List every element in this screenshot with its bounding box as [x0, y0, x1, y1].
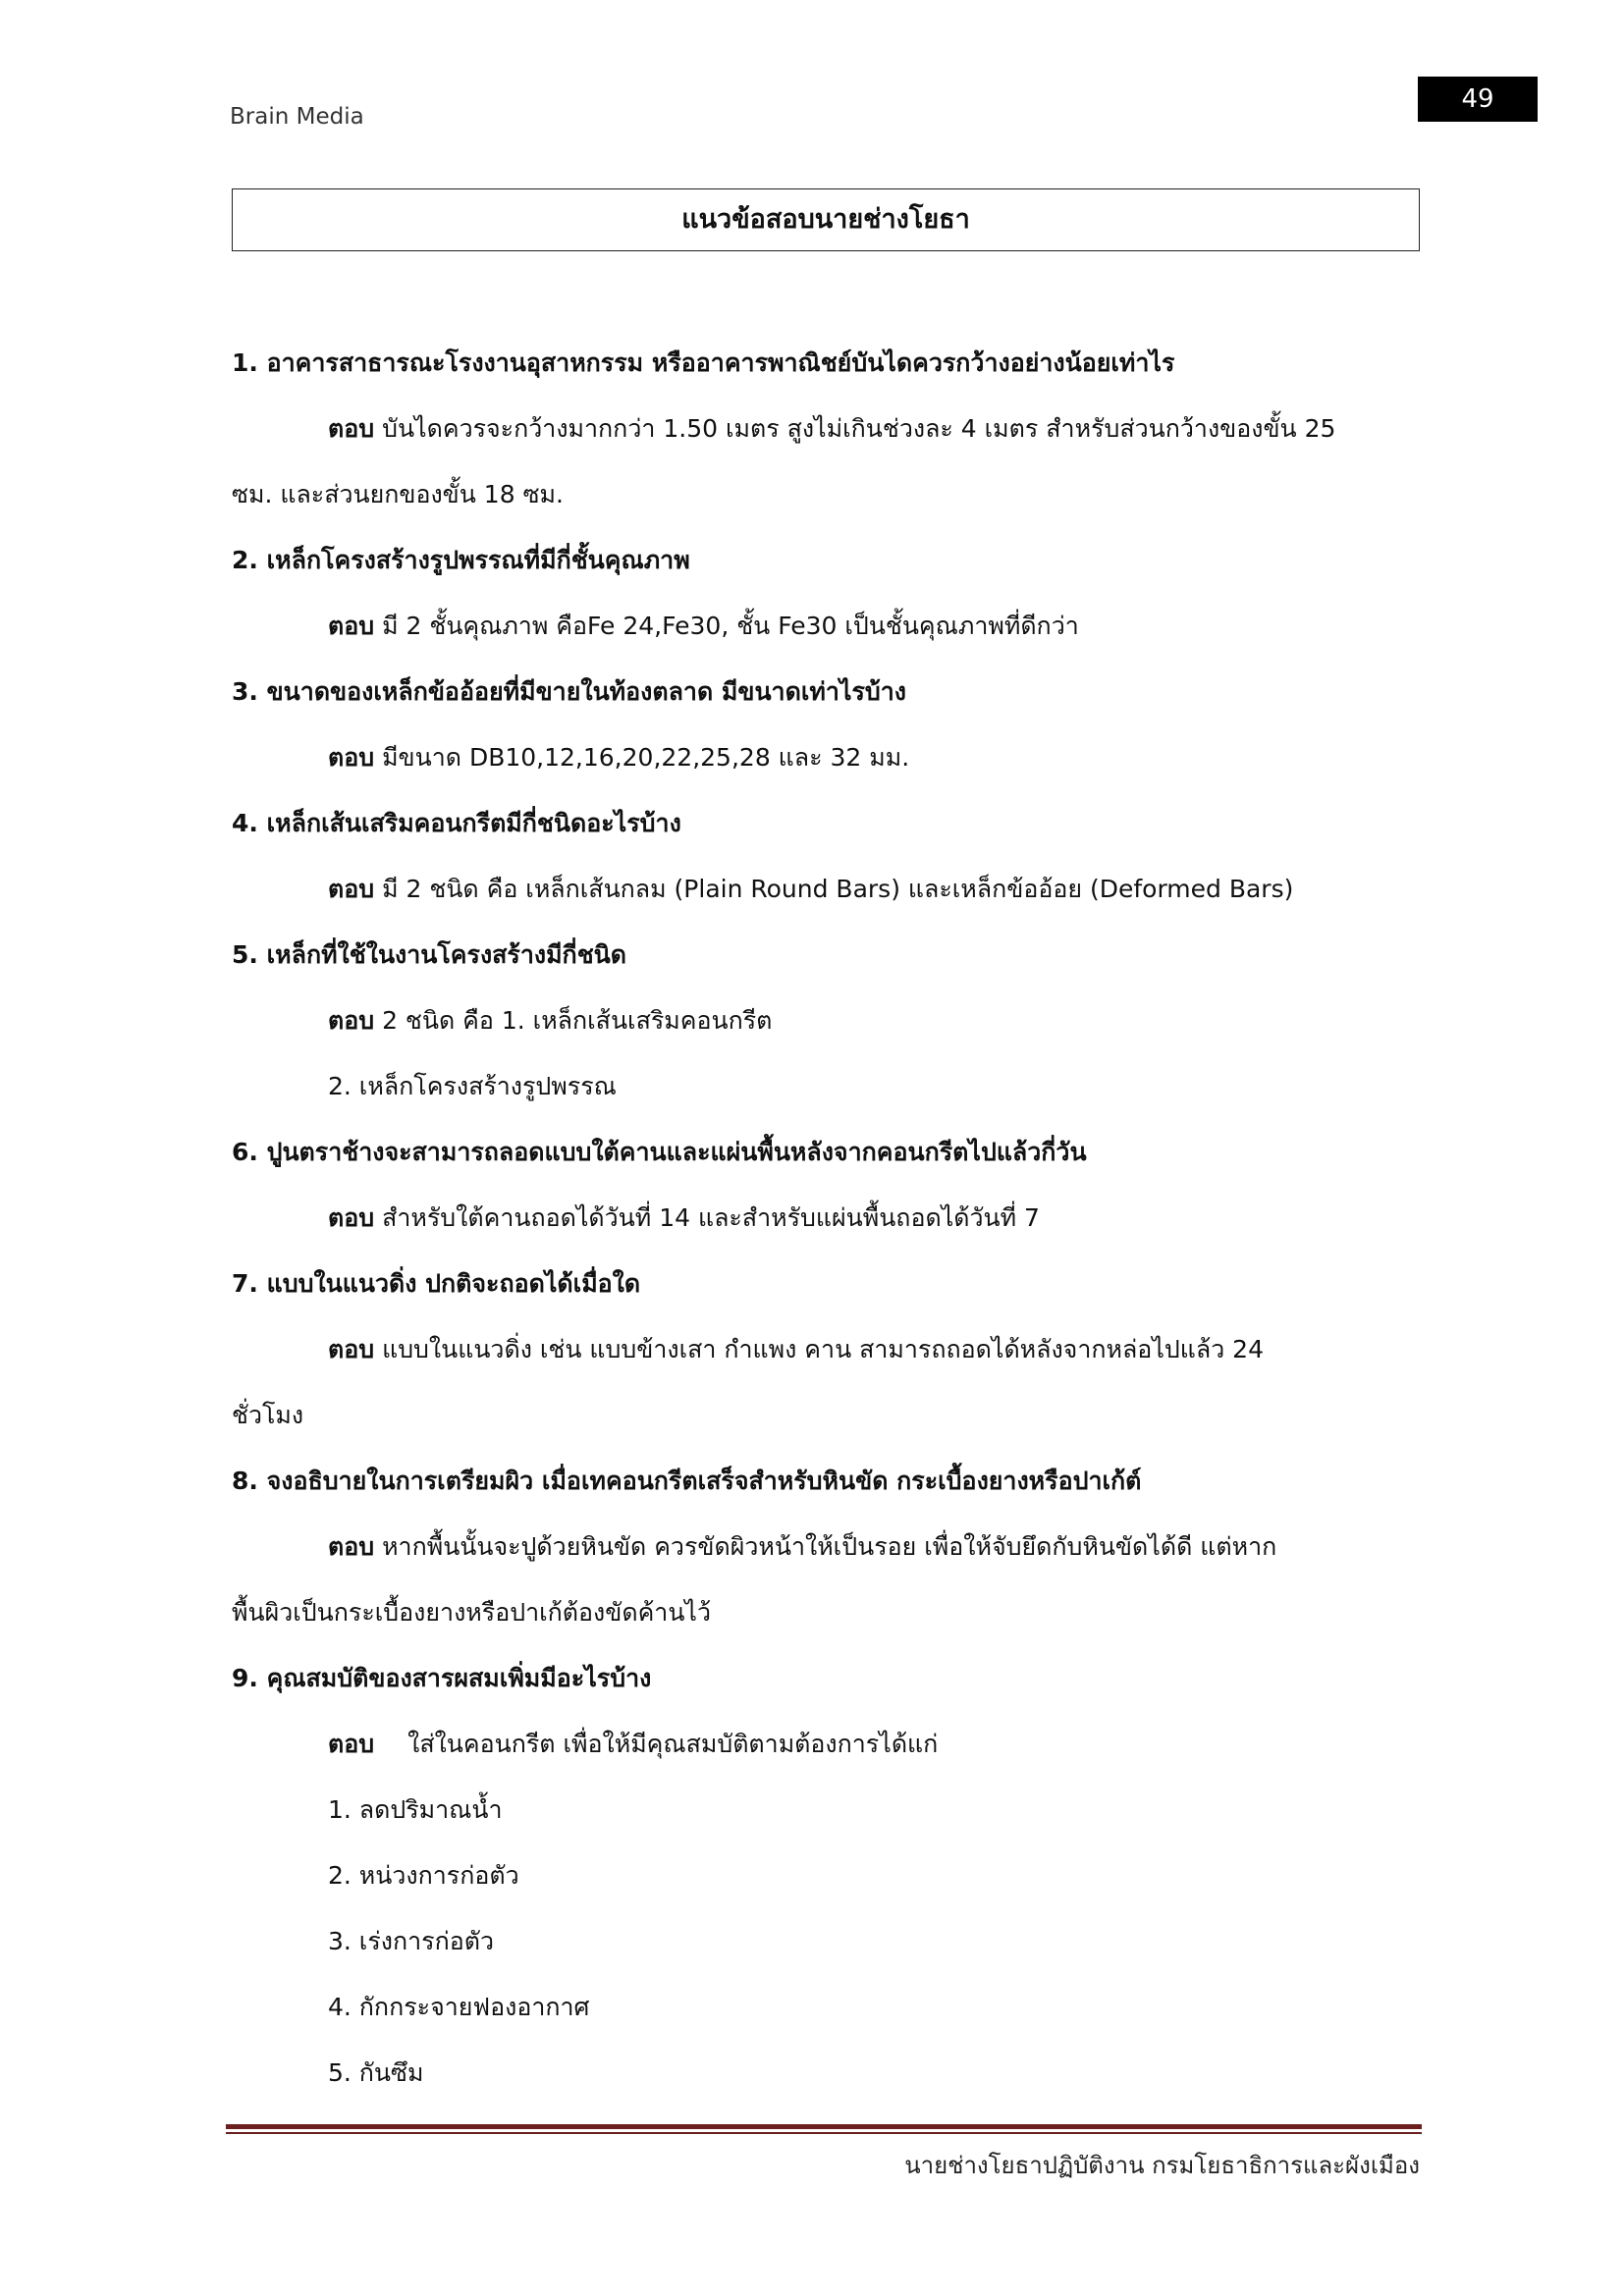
answer-label: ตอบ [328, 1335, 375, 1363]
question-5: 5. เหล็กที่ใช้ในงานโครงสร้างมีกี่ชนิด [232, 940, 626, 969]
answer-text: หากพื้นนั้นจะปูด้วยหินขัด ควรขัดผิวหน้าให้เป็นรอย เพื่อให้จับยึดกับหินขัดได้ดี แต่หาก [382, 1532, 1277, 1561]
answer-text: มี 2 ชนิด คือ เหล็กเส้นกลม (Plain Round Bars) และเหล็กข้ออ้อย (Deformed Bars) [382, 875, 1294, 903]
answer-8-continued: พื้นผิวเป็นกระเบื้องยางหรือปาเก้ต้องขัดค้านไว้ [232, 1598, 712, 1627]
answer-label: ตอบ [328, 612, 375, 640]
footer-text: นายช่างโยธาปฏิบัติงาน กรมโยธาธิการและผังเมือง [904, 2152, 1420, 2179]
answer-7-continued: ชั่วโมง [232, 1401, 304, 1429]
answer-8 [232, 1514, 1432, 1579]
answer-9-item: 2. หน่วงการก่อตัว [328, 1861, 519, 1890]
footer-divider [226, 2124, 1422, 2129]
answer-1-continued: ซม. และส่วนยกของขั้น 18 ซม. [232, 480, 564, 508]
answer-label: ตอบ [328, 1006, 375, 1035]
answer-9-item: 1. ลดปริมาณน้ำ [328, 1795, 503, 1824]
answer-text: สำหรับใต้คานถอดได้วันที่ 14 และสำหรับแผ่นพื้นถอดได้วันที่ 7 [382, 1203, 1040, 1232]
answer-9 [232, 1711, 1432, 1777]
answer-9-item: 4. กักกระจายฟองอากาศ [328, 1993, 590, 2021]
answer-text: แบบในแนวดิ่ง เช่น แบบข้างเสา กำแพง คาน สามารถถอดได้หลังจากหล่อไปแล้ว 24 [382, 1335, 1264, 1363]
answer-5-item: 2. เหล็กโครงสร้างรูปพรรณ [328, 1072, 617, 1100]
answer-text: ใส่ในคอนกรีต เพื่อให้มีคุณสมบัติตามต้องการได้แก่ [407, 1730, 939, 1758]
answer-label: ตอบ [328, 875, 375, 903]
answer-6 [232, 1185, 1432, 1251]
question-9: 9. คุณสมบัติของสารผสมเพิ่มมีอะไรบ้าง [232, 1664, 652, 1692]
question-7: 7. แบบในแนวดิ่ง ปกติจะถอดได้เมื่อใด [232, 1269, 641, 1298]
answer-4 [232, 856, 1432, 922]
answer-2 [232, 593, 1432, 659]
answer-text: มีขนาด DB10,12,16,20,22,25,28 และ 32 มม. [382, 743, 910, 772]
question-6: 6. ปูนตราช้างจะสามารถลอดแบบใต้คานและแผ่นพื้นหลังจากคอนกรีตไปแล้วกี่วัน [232, 1138, 1087, 1166]
answer-3 [232, 724, 1432, 790]
answer-text: มี 2 ชั้นคุณภาพ คือFe 24,Fe30, ชั้น Fe30 เป็นชั้นคุณภาพที่ดีกว่า [382, 612, 1079, 640]
answer-9-item: 5. กันซึม [328, 2058, 424, 2087]
question-3: 3. ขนาดของเหล็กข้ออ้อยที่มีขายในท้องตลาด มีขนาดเท่าไรบ้าง [232, 677, 906, 706]
question-2: 2. เหล็กโครงสร้างรูปพรรณที่มีกี่ชั้นคุณภาพ [232, 546, 690, 574]
answer-text: บันไดควรจะกว้างมากกว่า 1.50 เมตร สูงไม่เกินช่วงละ 4 เมตร สำหรับส่วนกว้างของขั้น 25 [382, 414, 1336, 443]
question-4: 4. เหล็กเส้นเสริมคอนกรีตมีกี่ชนิดอะไรบ้าง [232, 809, 681, 837]
answer-7 [232, 1316, 1432, 1382]
answer-label: ตอบ [328, 1532, 375, 1561]
answer-9-item: 3. เร่งการก่อตัว [328, 1927, 495, 1955]
footer-divider-thin [226, 2132, 1422, 2134]
answer-text: 2 ชนิด คือ 1. เหล็กเส้นเสริมคอนกรีต [382, 1006, 773, 1035]
answer-label: ตอบ [328, 743, 375, 772]
answer-label: ตอบ [328, 414, 375, 443]
question-8: 8. จงอธิบายในการเตรียมผิว เมื่อเทคอนกรีตเสร็จสำหรับหินขัด กระเบื้องยางหรือปาเก้ต์ [232, 1467, 1142, 1495]
qa-content [232, 330, 1432, 2106]
page-title: แนวข้อสอบนายช่างโยธา [232, 188, 1420, 251]
brand-name: Brain Media [230, 104, 364, 130]
question-1: 1. อาคารสาธารณะโรงงานอุสาหกรรม หรืออาคารพาณิชย์บันไดควรกว้างอย่างน้อยเท่าไร [232, 348, 1175, 377]
answer-5 [232, 988, 1432, 1053]
answer-1 [232, 396, 1432, 461]
page-number: 49 [1418, 77, 1538, 122]
answer-label: ตอบ [328, 1203, 375, 1232]
answer-label: ตอบ [328, 1730, 375, 1758]
